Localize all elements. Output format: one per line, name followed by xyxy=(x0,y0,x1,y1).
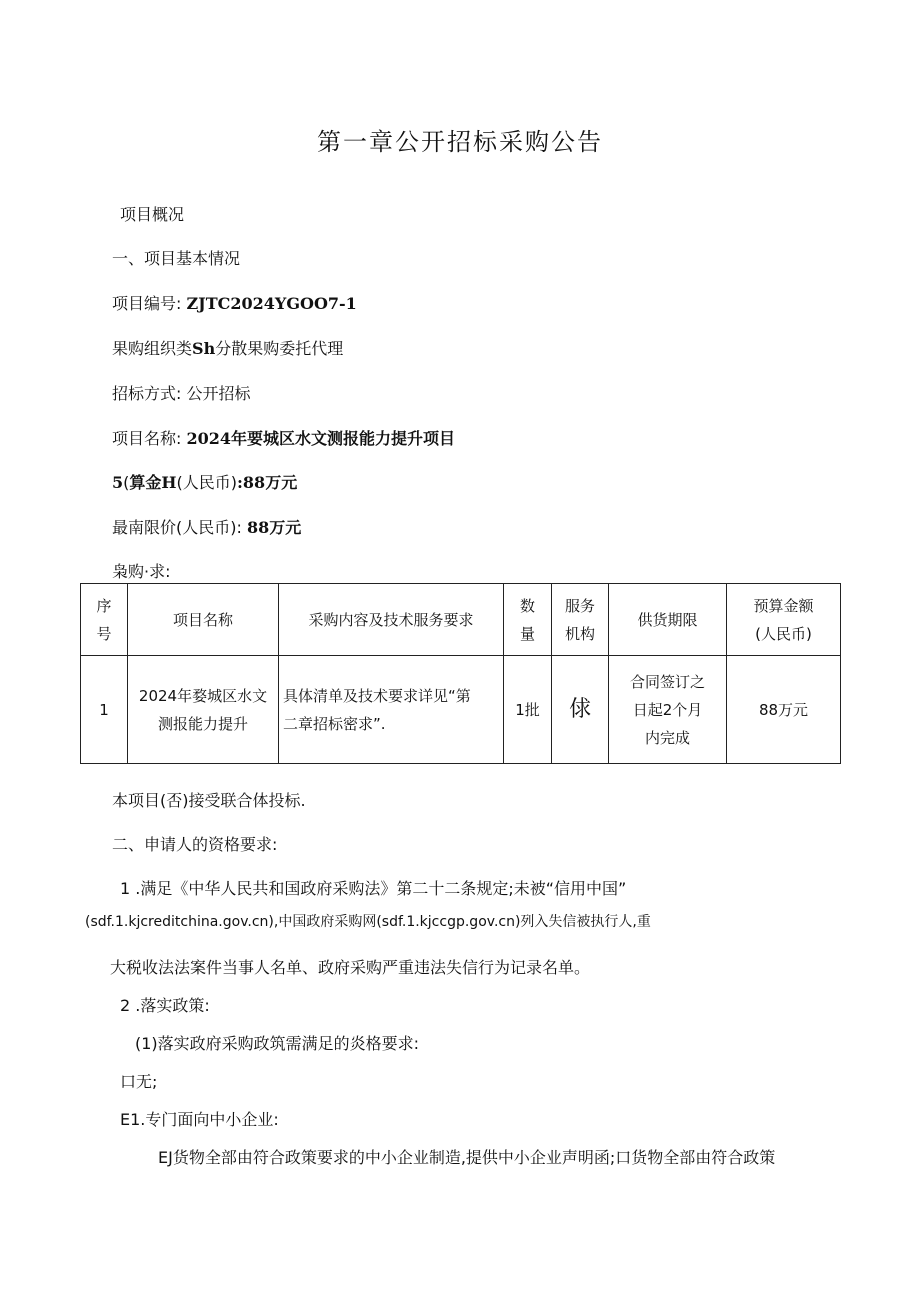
method-value: 公开招标 xyxy=(186,384,251,403)
consortium-note: 本项目(否)接受联合体投标. xyxy=(112,791,306,810)
budget-line xyxy=(112,470,297,493)
budget-value: :88万元 xyxy=(237,473,298,492)
header-no: 序 号 xyxy=(81,584,128,656)
cell-period: 合同签订之 日起2个月 内完成 xyxy=(609,656,727,764)
overview-heading: 项目概况 xyxy=(120,205,185,224)
project-number-value: ZJTC2024YGOO7-1 xyxy=(186,294,357,313)
project-name-value: 2024年要城区水文测报能力提升项目 xyxy=(186,429,456,448)
budget-label-b: ( xyxy=(123,473,130,492)
page-title: 第一章公开招标采购公告 xyxy=(317,128,603,156)
org-type-mid: Sh xyxy=(192,339,216,358)
header-qty: 数 量 xyxy=(504,584,552,656)
procurement-table xyxy=(80,583,841,764)
section1-heading: 一、项目基本情况 xyxy=(112,249,241,268)
budget-label-c: 算金H xyxy=(129,473,177,492)
project-number-line xyxy=(112,291,357,314)
item1-line-a: 1 .满足《中华人民共和国政府采购法》第二十二条规定;未被“信用中国” xyxy=(120,879,627,898)
table-row xyxy=(81,656,841,764)
item2-line: 2 .落实政策: xyxy=(120,996,210,1015)
option-sme: E1.专门面向中小企业: xyxy=(120,1110,279,1129)
header-budget: 预算金额 (人民币) xyxy=(727,584,841,656)
cell-budget: 88万元 xyxy=(727,656,841,764)
org-type-label: 果购组织类 xyxy=(112,339,193,358)
method-label: 招标方式: xyxy=(112,384,182,403)
header-name: 项目名称 xyxy=(128,584,279,656)
cell-content: 具体清单及技术要求详见“第 二章招标密求”. xyxy=(279,656,504,764)
project-name-line xyxy=(112,426,455,449)
budget-label-d: (人民币) xyxy=(176,473,238,492)
option-goods: EJ货物全部由符合政策要求的中小企业制造,提供中小企业声明函;口货物全部由符合政策 xyxy=(158,1148,776,1167)
item2-1-line: (1)落实政府采购政筑需满足的炎格要求: xyxy=(135,1034,420,1053)
cell-name: 2024年婺城区水文 测报能力提升 xyxy=(128,656,279,764)
cell-qty: 1批 xyxy=(504,656,552,764)
demand-label: 枭购·求: xyxy=(112,562,171,581)
item1-line-b: (sdf.1.kjcreditchina.gov.cn),中国政府采购网(sdf.1.kjccgp.gov.cn)列入失信被执行人,重 xyxy=(85,914,651,930)
option-none: 口无; xyxy=(120,1072,158,1091)
project-name-label: 项目名称: xyxy=(112,429,182,448)
table-header-row xyxy=(81,584,841,656)
header-period: 供货期限 xyxy=(609,584,727,656)
header-service: 服务 机构 xyxy=(552,584,609,656)
org-type-value: 分散果购委托代理 xyxy=(215,339,344,358)
project-number-label: 项目编号: xyxy=(112,294,182,313)
method-line xyxy=(112,381,251,404)
header-content: 采购内容及技术服务要求 xyxy=(279,584,504,656)
org-type-line xyxy=(112,336,343,359)
max-price-value: 88万元 xyxy=(246,518,302,537)
cell-no: 1 xyxy=(81,656,128,764)
item1-line-c: 大税收法法案件当事人名单、政府采购严重违法失信行为记录名单。 xyxy=(110,958,591,977)
max-price-line xyxy=(112,515,301,538)
max-price-label: 最南限价(人民币): xyxy=(112,518,242,537)
cell-service: 俅 xyxy=(552,656,609,764)
budget-label-a: 5 xyxy=(112,473,124,492)
section2-heading: 二、申请人的资格要求: xyxy=(112,835,278,854)
